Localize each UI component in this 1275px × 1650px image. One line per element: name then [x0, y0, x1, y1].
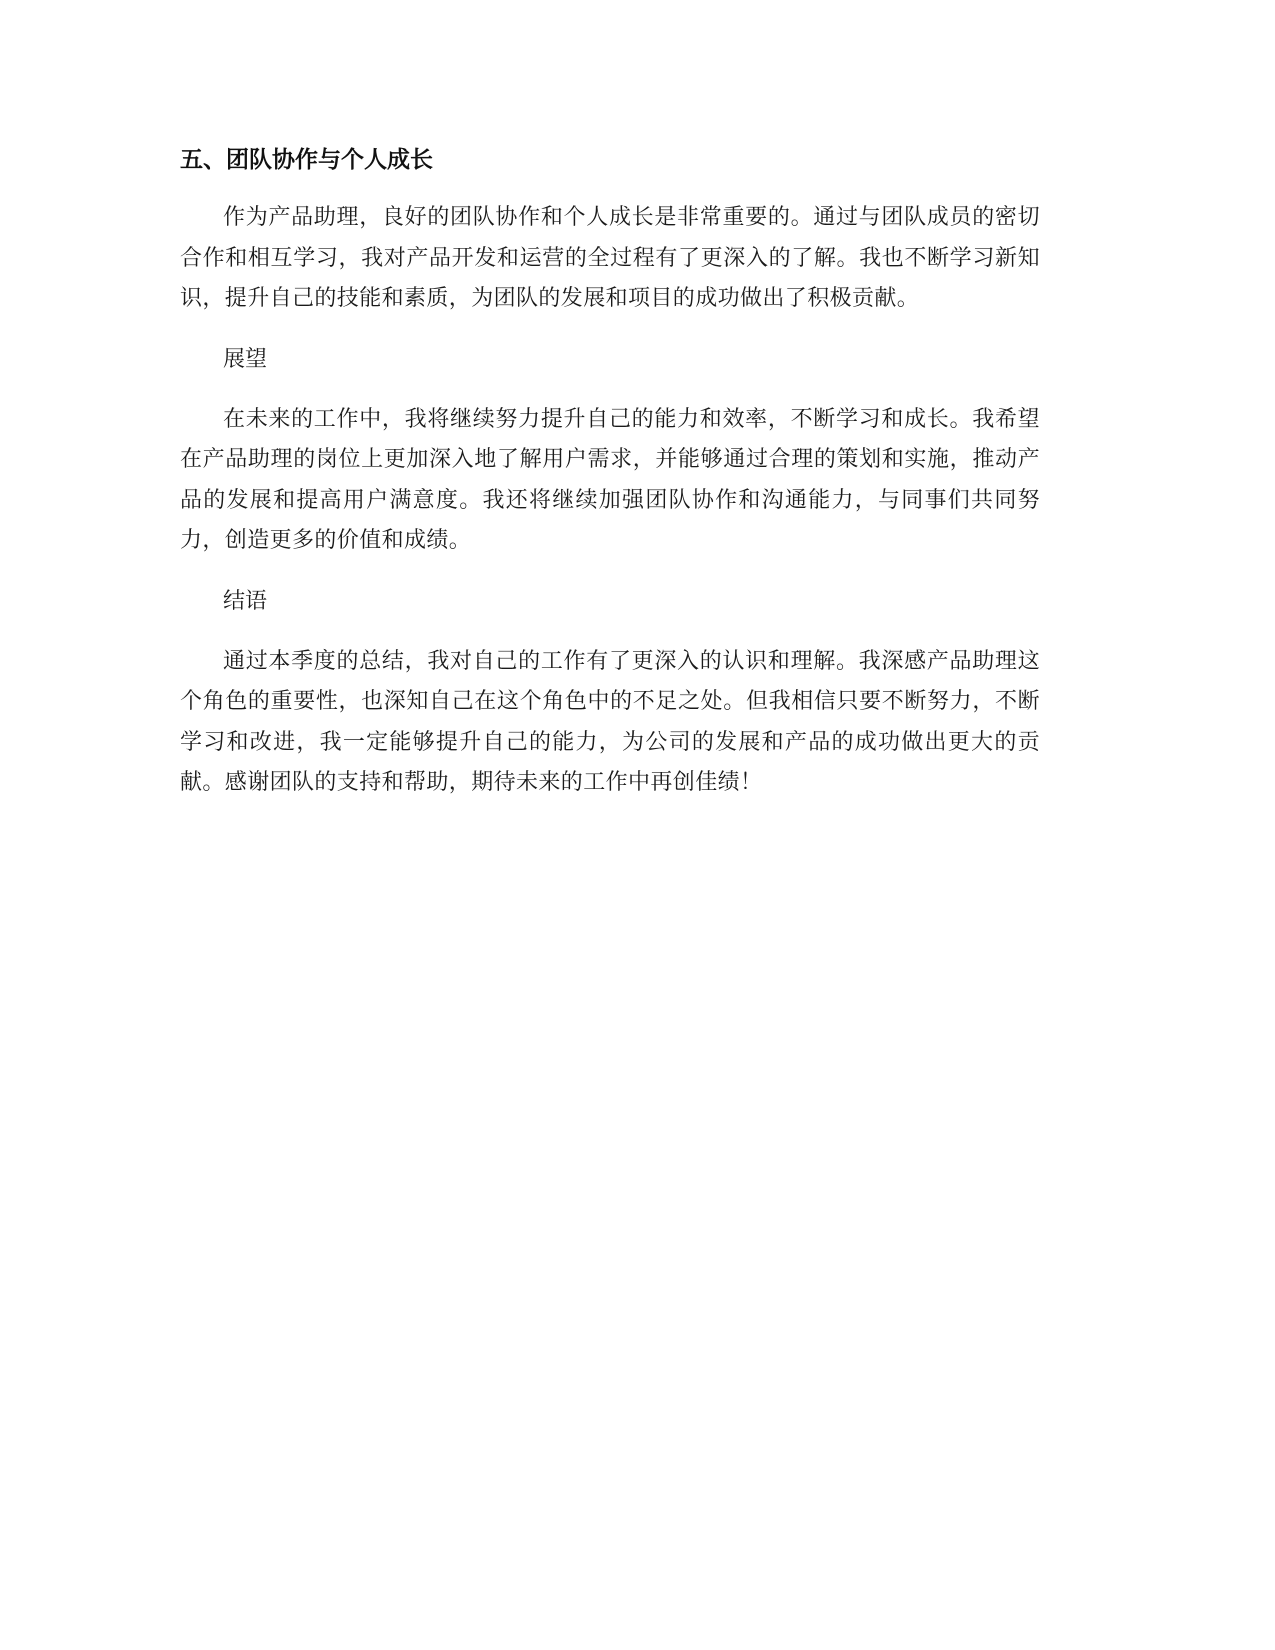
paragraph-teamwork: 作为产品助理，良好的团队协作和个人成长是非常重要的。通过与团队成员的密切合作和相互学习，我对产品开发和运营的全过程有了更深入的了解。我也不断学习新知识，提升自己的技能和素质，为团队的发展和项目的成功做出了积极贡献。: [180, 205, 1040, 311]
paragraph-conclusion: 通过本季度的总结，我对自己的工作有了更深入的认识和理解。我深感产品助理这个角色的重要性，也深知自己在这个角色中的不足之处。但我相信只要不断努力，不断学习和改进，我一定能够提升自己的能力，为公司的发展和产品的成功做出更大的贡献。感谢团队的支持和帮助，期待未来的工作中再创佳绩！: [180, 648, 1040, 795]
section-title: 五、团队协作与个人成长: [180, 147, 433, 173]
document-body: [180, 142, 1040, 824]
paragraph-outlook: 在未来的工作中，我将继续努力提升自己的能力和效率，不断学习和成长。我希望在产品助理的岗位上更加深入地了解用户需求，并能够通过合理的策划和实施，推动产品的发展和提高用户满意度。我还将继续加强团队协作和沟通能力，与同事们共同努力，创造更多的价值和成绩。: [180, 406, 1040, 553]
conclusion-heading: 结语: [223, 588, 268, 614]
outlook-heading: 展望: [223, 346, 268, 372]
